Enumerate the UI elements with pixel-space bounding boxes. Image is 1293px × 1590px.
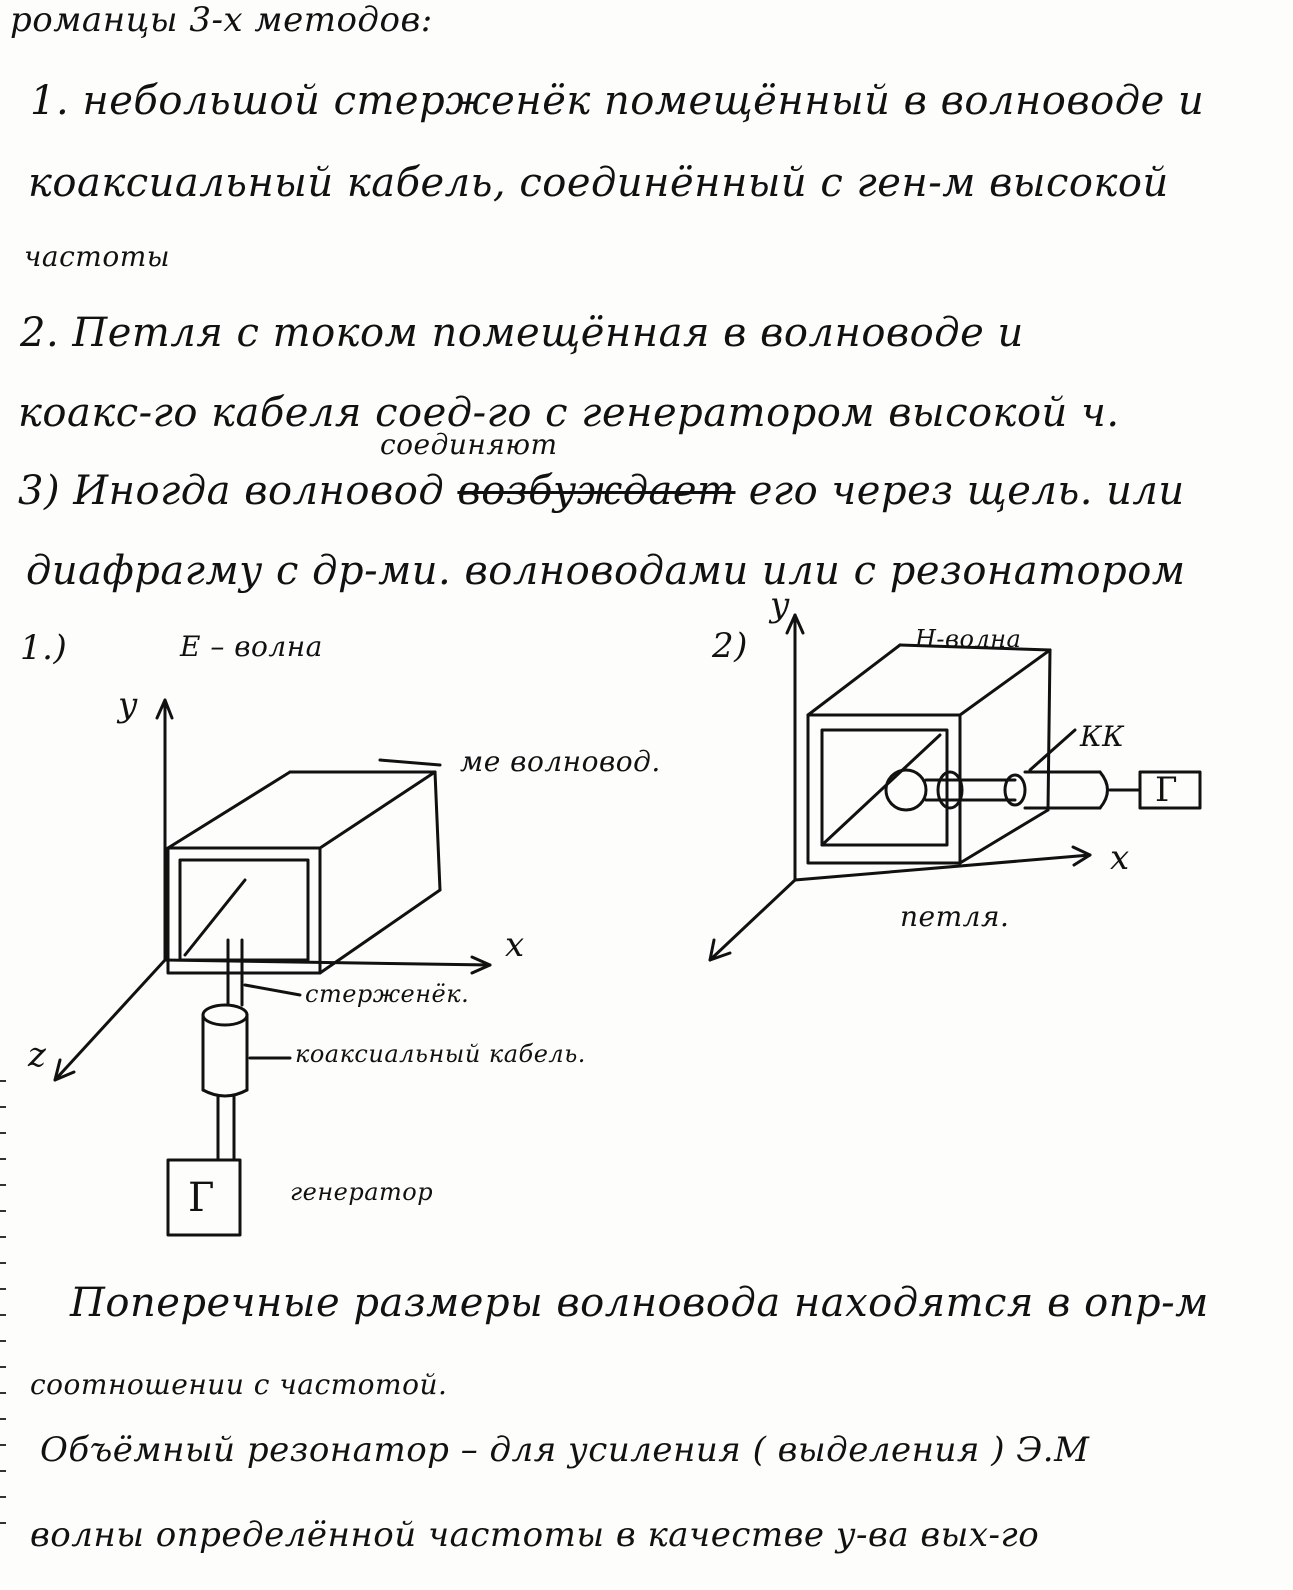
text-insert-word: соединяют [380, 428, 558, 461]
figure1-waveguide-label: ме волновод. [460, 745, 661, 778]
text-para-3: Объёмный резонатор – для усиления ( выделения ) Э.М [40, 1430, 1090, 1470]
figure1-axis-y: y [118, 685, 138, 725]
figure2-number: 2) [712, 626, 748, 666]
text-para-1: Поперечные размеры волновода находятся в опр-м [70, 1280, 1209, 1326]
figure1-axes [55, 700, 490, 1080]
figure2-cable-label: КК [1080, 720, 1125, 753]
struck-word: возбуждает [457, 468, 736, 514]
text-line-6: коакс-го кабеля соед-го с генератором высокой ч. [18, 390, 1120, 436]
figure1-rod-label: стерженёк. [305, 980, 470, 1008]
figure2-axis-x: x [1110, 838, 1130, 878]
figure1-waveguide-box [168, 772, 440, 973]
figure1-axis-z: z [28, 1035, 47, 1075]
figure2-loop-label: петля. [900, 900, 1010, 933]
text-line-5: 2. Петля с током помещённая в волноводе и [20, 310, 1024, 356]
figure2-wave-label: H-волна [915, 625, 1022, 653]
text-line-1: романцы 3-х методов: [10, 0, 433, 40]
text-para-4: волны определённой частоты в качестве у-ва вых-го [30, 1515, 1040, 1555]
margin-ticks [0, 1080, 6, 1580]
figure1-gen-symbol: Г [188, 1175, 215, 1221]
text-line-7-part-a: Иногда волновод [73, 468, 445, 514]
text-line-8: диафрагму с др-ми. волноводами или с резонатором [26, 548, 1186, 594]
text-line-4: частоты [24, 240, 171, 273]
text-line-2: 1. небольшой стерженёк помещённый в волноводе и [30, 78, 1205, 124]
figure1-number: 1.) [20, 628, 68, 668]
figure2-axis-y: y [770, 585, 790, 625]
figure1-wave-label: E – волна [180, 630, 323, 663]
figure2-gen-symbol: Г [1155, 770, 1179, 810]
text-line-3: коаксиальный кабель, соединённый с ген-м высокой [28, 160, 1169, 206]
figure1-generator-label: генератор [290, 1178, 434, 1206]
item-number-3: 3) [18, 468, 61, 514]
figure1-axis-x: x [505, 925, 525, 965]
text-para-2: соотношении с частотой. [30, 1368, 448, 1401]
figure1-cable-label: коаксиальный кабель. [295, 1040, 586, 1068]
text-line-7-part-b: его через щель. или [748, 468, 1185, 514]
figure2-waveguide-box [808, 645, 1200, 863]
